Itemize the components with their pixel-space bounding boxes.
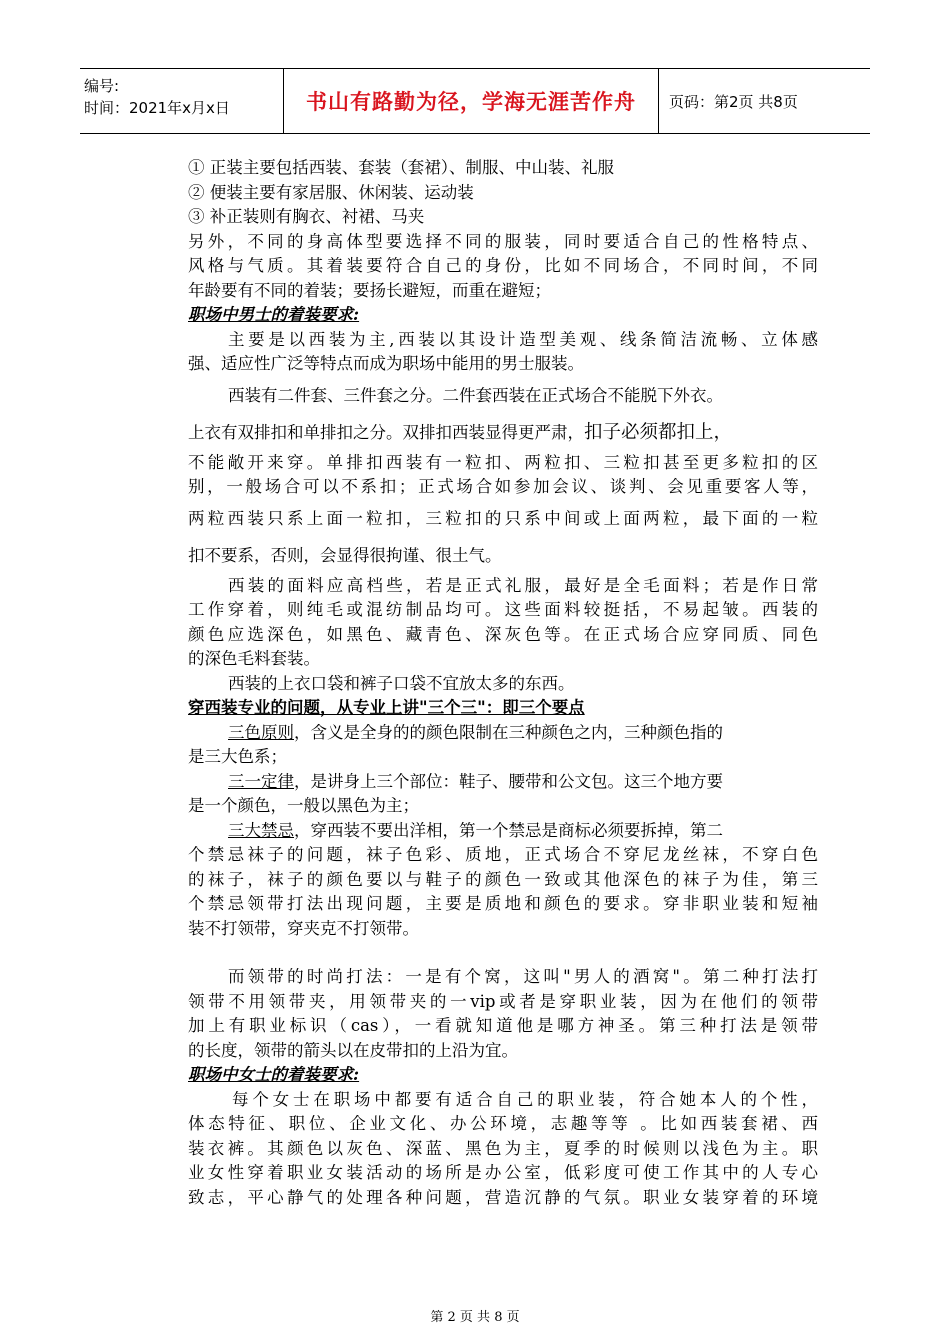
page-header [80, 68, 870, 134]
paragraph-line: 个禁忌领带打法出现问题，主要是质地和颜色的要求。穿非职业装和短袖 [188, 894, 818, 913]
header-motto: 书山有路勤为径，学海无涯苦作舟 [283, 69, 659, 133]
list-item: ③ 补正装则有胸衣、衬裙、马夹 [188, 207, 425, 226]
section-heading-women: 职场中女士的着装要求: [188, 1065, 360, 1084]
paragraph-line: 西装有二件套、三件套之分。二件套西装在正式场合不能脱下外衣。 [228, 385, 723, 405]
paragraph-line: 的袜子，袜子的颜色要以与鞋子的颜色一致或其他深色的袜子为佳，第三 [188, 869, 818, 889]
text-segment: 上衣有双排扣和单排扣之分。双排扣西装显得更严肃， [188, 422, 584, 442]
paragraph-line: 致志，平心静气的处理各种问题，营造沉静的气氛。职业女装穿着的环境 [188, 1187, 818, 1207]
term-three-colors: 三色原则 [228, 722, 294, 742]
paragraph-line: 装衣裤。其颜色以灰色、深蓝、黑色为主，夏季的时候则以浅色为主。职 [188, 1138, 818, 1158]
header-meta [80, 69, 283, 133]
paragraph-line: 加上有职业标识（cas），一看就知道他是哪方神圣。第三种打法是领带 [188, 1016, 818, 1035]
paragraph-line: 的长度，领带的箭头以在皮带扣的上沿为宜。 [188, 1040, 518, 1060]
paragraph-line: 个禁忌袜子的问题，袜子色彩、质地，正式场合不穿尼龙丝袜，不穿白色 [188, 845, 818, 864]
paragraph-line: 的深色毛料套装。 [188, 649, 320, 668]
paragraph-line: 装不打领带，穿夹克不打领带。 [188, 918, 419, 938]
paragraph-line: 西装的面料应高档些，若是正式礼服，最好是全毛面料；若是作日常 [228, 575, 818, 595]
paragraph-line: 不能敞开来穿。单排扣西装有一粒扣、两粒扣、三粒扣甚至更多粒扣的区 [188, 452, 818, 472]
paragraph-line: 是三大色系； [188, 747, 287, 766]
paragraph-line: 西装的上衣口袋和裤子口袋不宜放太多的东西。 [228, 673, 575, 693]
section-heading-men: 职场中男士的着装要求: [188, 305, 360, 324]
paragraph-line: 每个女士在职场中都要有适合自己的职业装，符合她本人的个性， [232, 1089, 818, 1109]
paragraph-line: 强、适应性广泛等特点而成为职场中能用的男士服装。 [188, 354, 584, 373]
paragraph-line: 风格与气质。其着装要符合自己的身份，比如不同场合，不同时间，不同 [188, 256, 818, 275]
paragraph-line: 颜色应选深色，如黑色、藏青色、深灰色等。在正式场合应穿同质、同色 [188, 624, 818, 644]
header-page-label: 页码：第2页 共8页 [669, 92, 798, 111]
section-heading-suit-tips: 穿西装专业的问题，从专业上讲"三个三"：即三个要点 [188, 698, 585, 717]
paragraph-line [188, 770, 818, 795]
paragraph-line [188, 721, 818, 746]
term-three-one-rule: 三一定律 [228, 771, 294, 791]
document-time-label: 时间：2021年x月x日 [84, 99, 230, 117]
paragraph-line: 别，一般场合可以不系扣；正式场合如参加会议、谈判、会见重要客人等， [188, 477, 818, 496]
paragraph-line: 另外，不同的身高体型要选择不同的服装，同时要适合自己的性格特点、 [188, 231, 818, 251]
list-item: ① 正装主要包括西装、套装（套裙）、制服、中山装、礼服 [188, 158, 614, 177]
paragraph-line [188, 414, 818, 451]
text-segment: ，穿西装不要出洋相，第一个禁忌是商标必须要拆掉，第二 [294, 820, 723, 840]
paragraph-gap [188, 941, 818, 965]
paragraph-line: 业女性穿着职业女装活动的场所是办公室，低彩度可使工作其中的人专心 [188, 1163, 818, 1182]
paragraph-line: 扣不要系，否则，会显得很拘谨、很土气。 [188, 545, 502, 565]
document-number-label: 编号: [84, 77, 120, 95]
term-three-taboos: 三大禁忌 [228, 820, 294, 840]
list-item: ② 便装主要有家居服、休闲装、运动装 [188, 182, 474, 202]
text-segment-emphasis: 扣子必须都扣上， [584, 421, 733, 443]
paragraph-line: 年龄要有不同的着装；要扬长避短，而重在避短； [188, 280, 551, 300]
text-segment: ，是讲身上三个部位：鞋子、腰带和公文包。这三个地方要 [294, 771, 723, 791]
paragraph-line [188, 819, 818, 844]
page-footer: 第 2 页 共 8 页 [430, 1310, 520, 1325]
paragraph-line: 是一个颜色，一般以黑色为主； [188, 796, 419, 815]
paragraph-line: 两粒西装只系上面一粒扣，三粒扣的只系中间或上面两粒，最下面的一粒 [188, 508, 818, 528]
paragraph-line: 而领带的时尚打法：一是有个窝，这叫"男人的酒窝"。第二种打法打 [228, 967, 818, 986]
paragraph-line: 主要是以西装为主,西装以其设计造型美观、线条简洁流畅、立体感 [228, 329, 818, 349]
paragraph-line: 领带不用领带夹，用领带夹的一vip或者是穿职业装，因为在他们的领带 [188, 991, 818, 1011]
paragraph-line: 体态特征、职位、企业文化、办公环境，志趣等等 。比如西装套裙、西 [188, 1114, 818, 1133]
paragraph-line: 工作穿着，则纯毛或混纺制品均可。这些面料较挺括，不易起皱。西装的 [188, 600, 818, 619]
text-segment: ，含义是全身的的颜色限制在三种颜色之内，三种颜色指的 [294, 722, 723, 742]
document-body [188, 156, 818, 1210]
